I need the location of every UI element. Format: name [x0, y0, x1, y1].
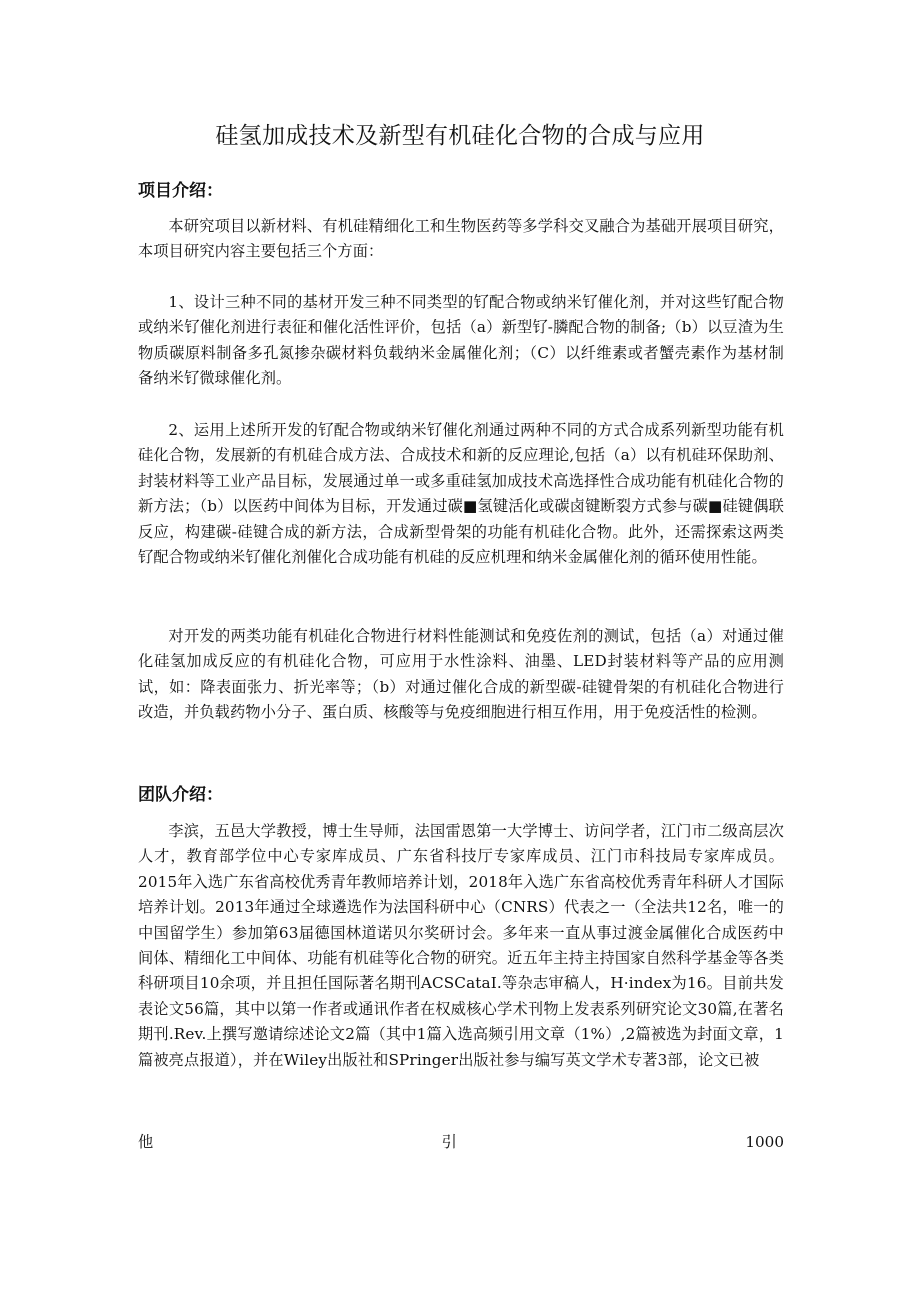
trailing-word-1: 他 — [138, 1133, 154, 1151]
section-heading-project: 项目介绍： — [138, 181, 223, 201]
section-heading-team: 团队介绍： — [138, 785, 223, 805]
paragraph-item-2: 2、运用上述所开发的钌配合物或纳米钌催化剂通过两种不同的方式合成系列新型功能有机硅化合物，发展新的有机硅合成方法、合成技术和新的反应理论,包括（a）以有机硅环保助剂、封装材料等工业产品目标，发展通过单一或多重硅氢加成技术高选择性合成功能有机硅化合物的新方法；（b）以医药中间体为目标，开发通过碳■氢键活化或碳卤键断裂方式参与碳■硅键偶联反应，构建碳-硅键合成的新方法，合成新型骨架的功能有机硅化合物。此外，还需探索这两类钌配合物或纳米钌催化剂催化合成功能有机硅的反应机理和纳米金属催化剂的循环使用性能。 — [138, 421, 784, 567]
paragraph-intro: 本研究项目以新材料、有机硅精细化工和生物医药等多学科交叉融合为基础开展项目研究，本项目研究内容主要包括三个方面： — [138, 217, 784, 261]
document-title: 硅氢加成技术及新型有机硅化合物的合成与应用 — [215, 123, 705, 149]
trailing-word-2: 引 — [441, 1133, 457, 1151]
trailing-word-3: 1000 — [745, 1133, 784, 1151]
paragraph-item-1: 1、设计三种不同的基材开发三种不同类型的钌配合物或纳米钌催化剂，并对这些钌配合物或纳米钌催化剂进行表征和催化活性评价，包括（a）新型钌-膦配合物的制备;（b）以豆渣为生物质碳原料制备多孔氮掺杂碳材料负载纳米金属催化剂；（C）以纤维素或者蟹壳素作为基材制备纳米钌微球催化剂。 — [138, 293, 784, 388]
trailing-line — [138, 1130, 784, 1155]
paragraph-team-bio: 李滨，五邑大学教授，博士生导师，法国雷恩第一大学博士、访问学者，江门市二级高层次人才，教育部学位中心专家库成员、广东省科技厅专家库成员、江门市科技局专家库成员。2015年入选广东省高校优秀青年教师培养计划，2018年入选广东省高校优秀青年科研人才国际培养计划。2013年通过全球遴选作为法国科研中心（CNRS）代表之一（全法共12名，唯一的中国留学生）参加第63届德国林道诺贝尔奖研讨会。多年来一直从事过渡金属催化合成医药中间体、精细化工中间体、功能有机硅等化合物的研究。近五年主持主持国家自然科学基金等各类科研项目10余项，并且担任国际著名期刊ACSCataI.等杂志审稿人，H·index为16。目前共发表论文56篇，其中以第一作者或通讯作者在权威核心学术刊物上发表系列研究论文30篇,在著名期刊.Rev.上撰写邀请综述论文2篇（其中1篇入选高频引用文章（1%）,2篇被选为封面文章，1篇被亮点报道），并在Wiley出版社和SPringer出版社参与编写英文学术专著3部，论文已被 — [138, 822, 784, 1069]
paragraph-testing: 对开发的两类功能有机硅化合物进行材料性能测试和免疫佐剂的测试，包括（a）对通过催化硅氢加成反应的有机硅化合物，可应用于水性涂料、油墨、LED封装材料等产品的应用测试，如：降表面张力、折光率等；（b）对通过催化合成的新型碳-硅键骨架的有机硅化合物进行改造，并负载药物小分子、蛋白质、核酸等与免疫细胞进行相互作用，用于免疫活性的检测。 — [138, 627, 784, 722]
